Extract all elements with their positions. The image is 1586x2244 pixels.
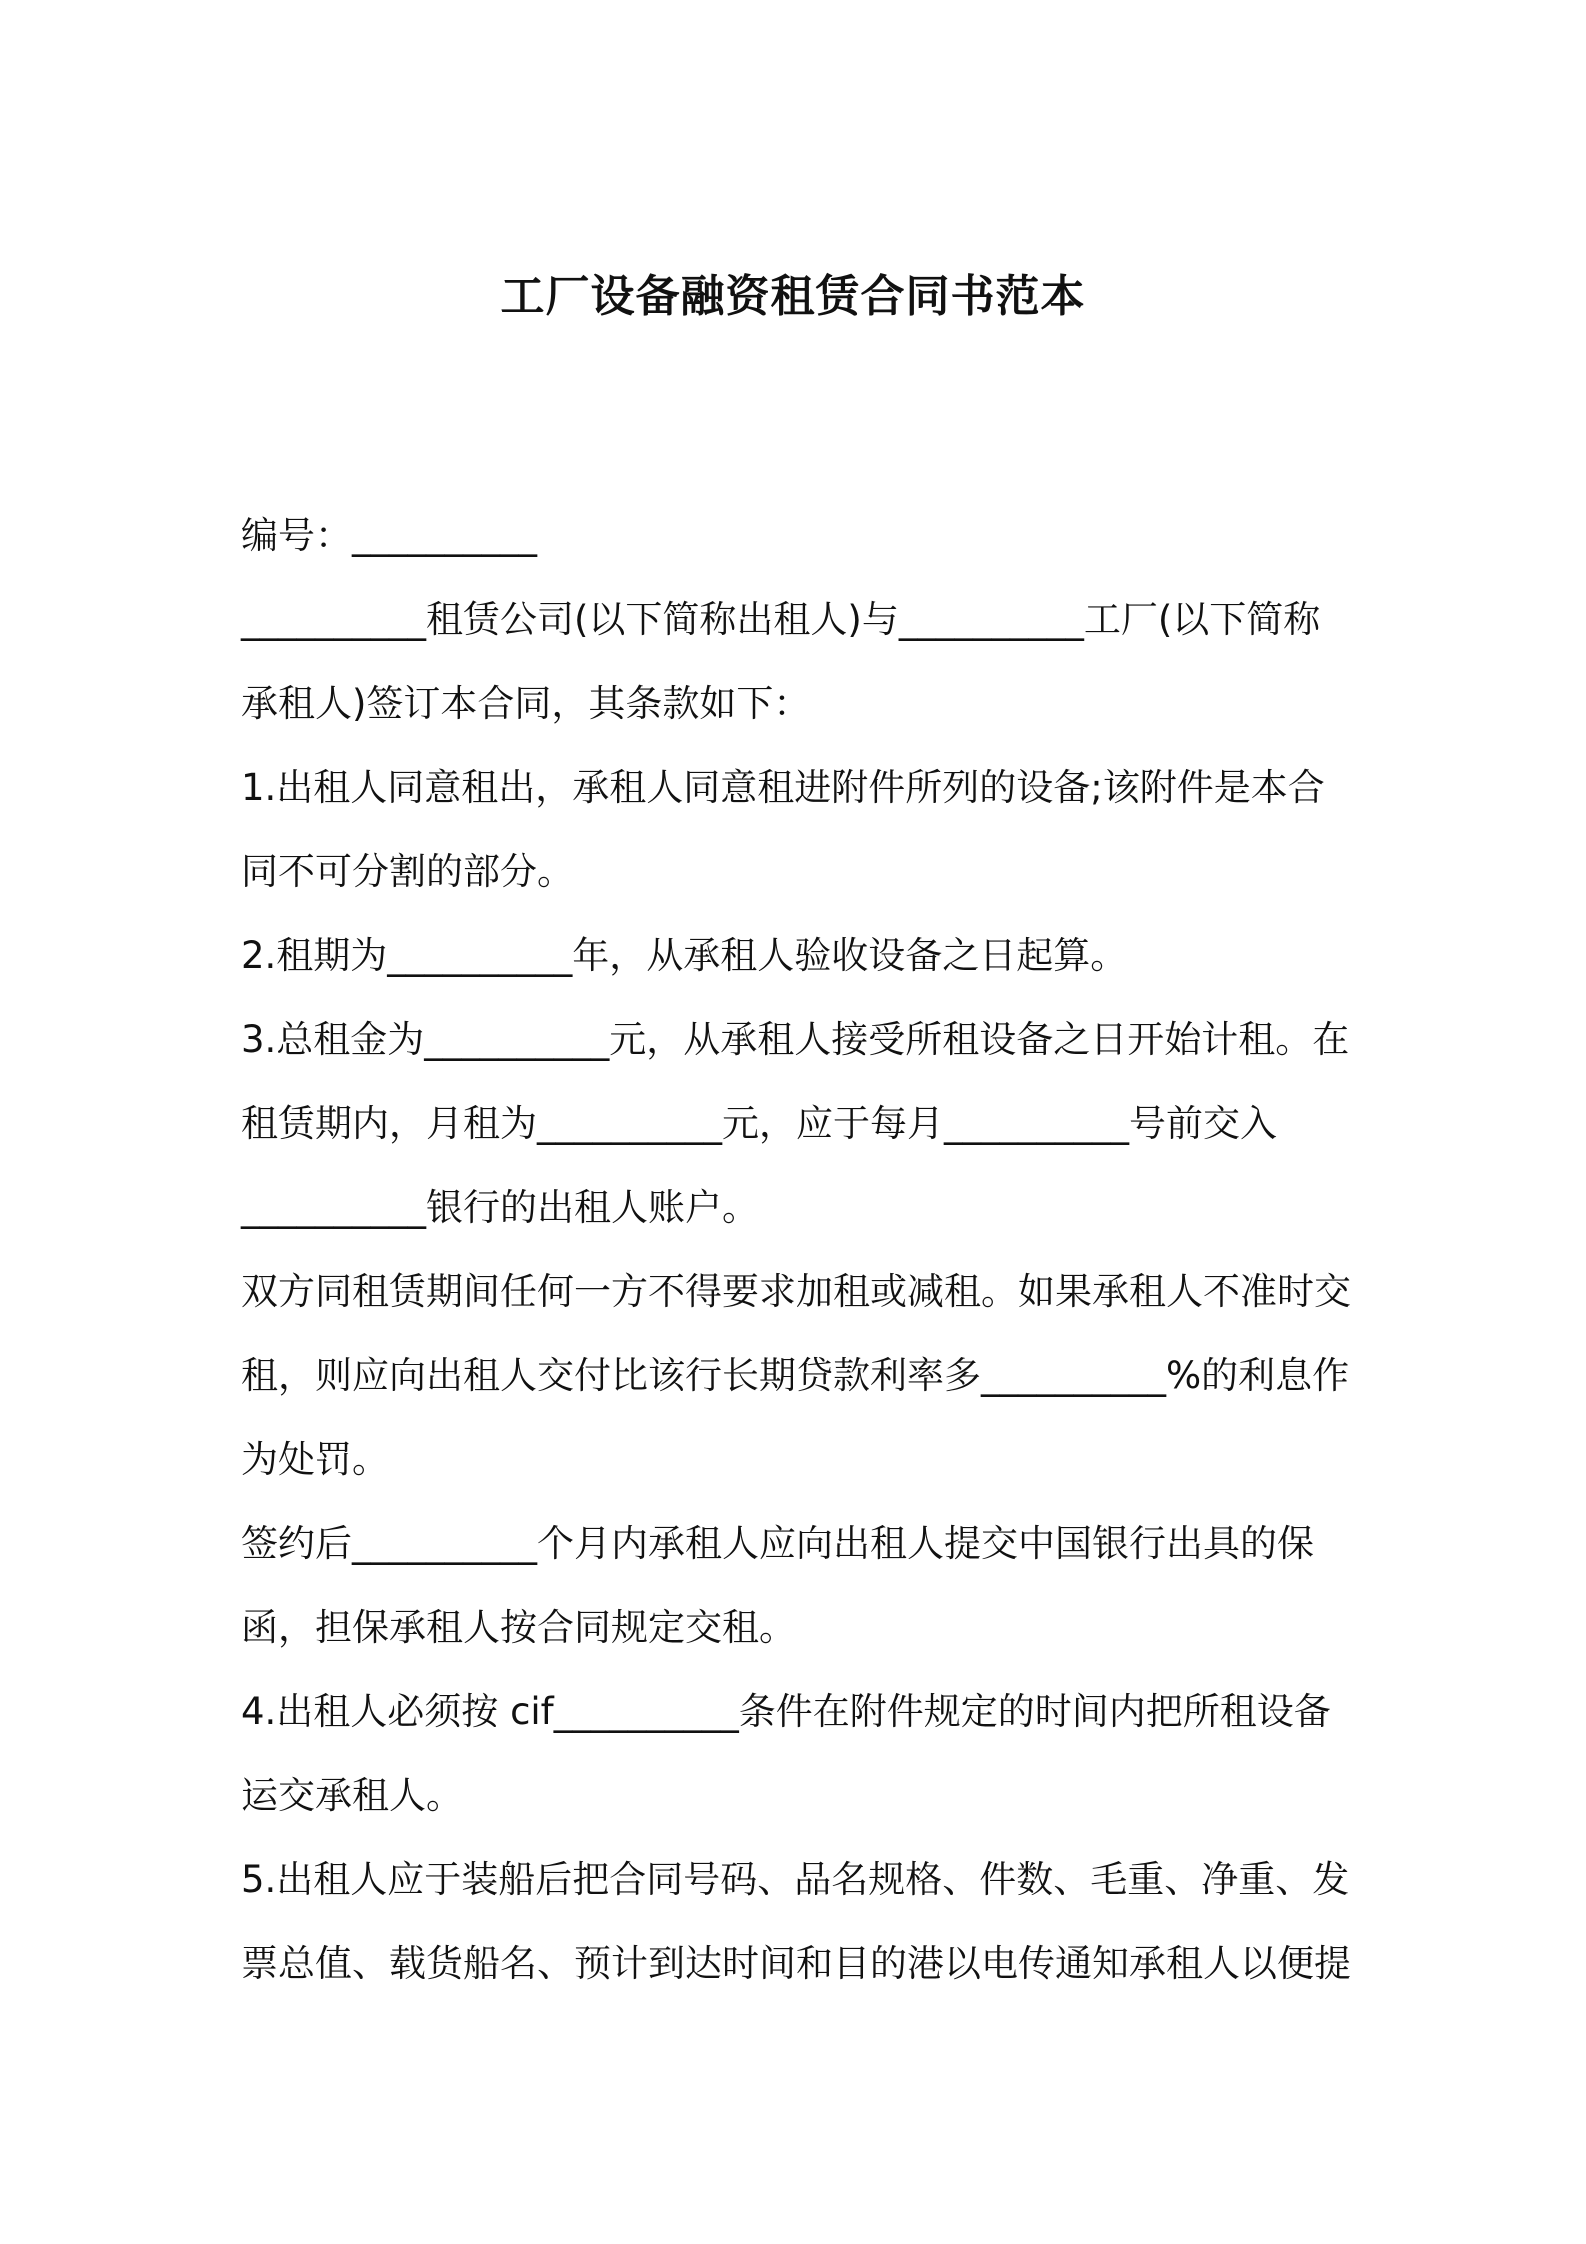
text-line: 租，则应向出租人交付比该行长期贷款利率多__________%的利息作 [241, 1354, 1350, 1397]
text-line: 3.总租金为__________元，从承租人接受所租设备之日开始计租。在 [241, 1018, 1350, 1061]
text-line: 编号：__________ [241, 514, 537, 557]
text-line: 租赁期内，月租为__________元，应于每月__________号前交入 [241, 1102, 1277, 1145]
text-line: 同不可分割的部分。 [241, 850, 574, 893]
text-line: 双方同租赁期间任何一方不得要求加租或减租。如果承租人不准时交 [241, 1270, 1351, 1313]
text-line: 承租人)签订本合同，其条款如下： [241, 682, 811, 725]
text-line: 票总值、载货船名、预计到达时间和目的港以电传通知承租人以便提 [241, 1942, 1351, 1985]
text-line: 函，担保承租人按合同规定交租。 [241, 1606, 796, 1649]
text-line: 1.出租人同意租出，承租人同意租进附件所列的设备;该附件是本合 [241, 766, 1325, 809]
text-line: __________租赁公司(以下简称出租人)与__________工厂(以下简称 [241, 598, 1321, 641]
text-line: 签约后__________个月内承租人应向出租人提交中国银行出具的保 [241, 1522, 1314, 1565]
text-line: 4.出租人必须按 cif__________条件在附件规定的时间内把所租设备 [241, 1690, 1331, 1733]
text-line: 为处罚。 [241, 1438, 389, 1481]
document-body [241, 494, 1361, 2006]
text-line: 2.租期为__________年，从承租人验收设备之日起算。 [241, 934, 1128, 977]
text-line: 5.出租人应于装船后把合同号码、品名规格、件数、毛重、净重、发 [241, 1858, 1350, 1901]
text-line: __________银行的出租人账户。 [241, 1186, 759, 1229]
text-line: 运交承租人。 [241, 1774, 463, 1817]
document-title: 工厂设备融资租赁合同书范本 [500, 271, 1086, 322]
